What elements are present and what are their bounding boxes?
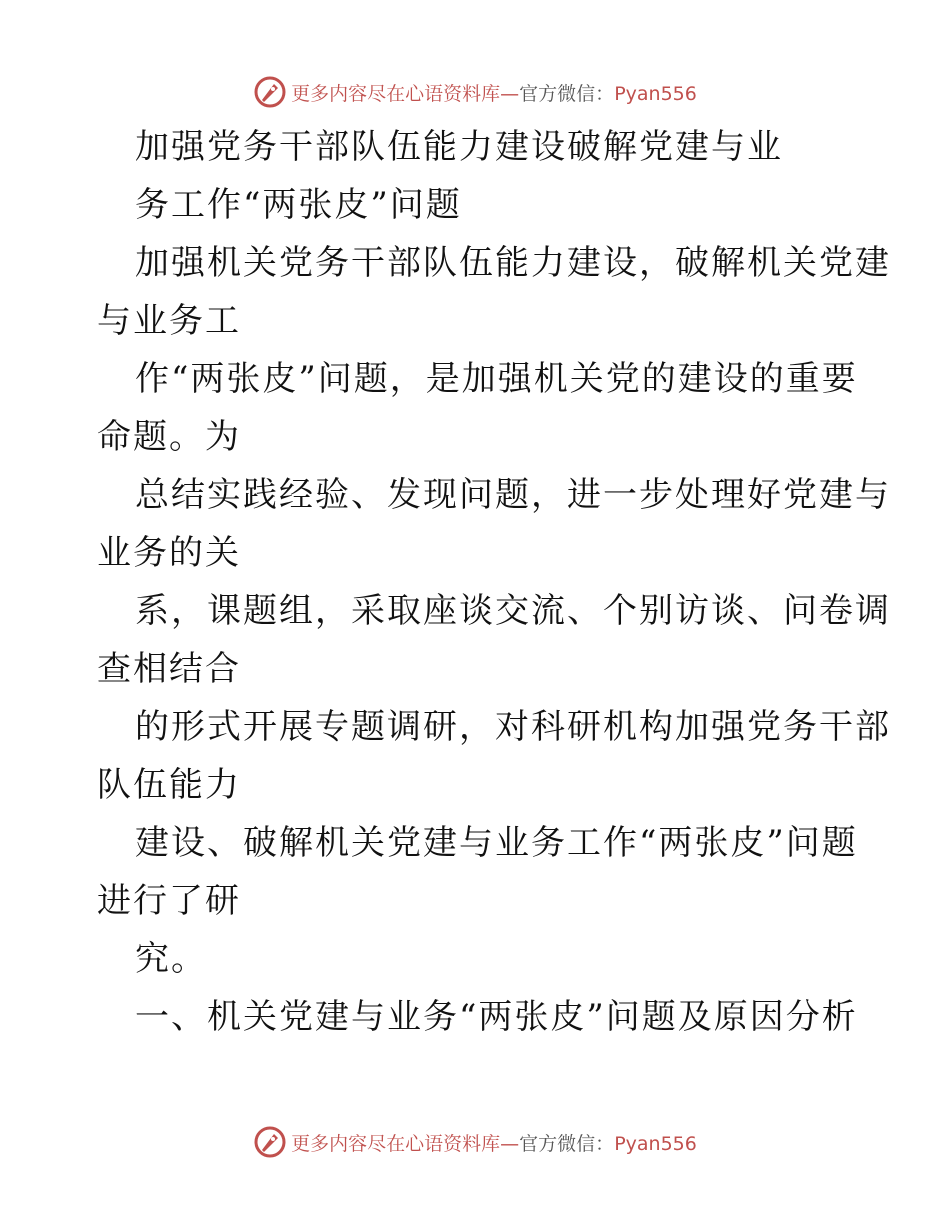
doc-line: 系，课题组，采取座谈交流、个别访谈、问卷调 bbox=[135, 591, 891, 631]
watermark-text bbox=[291, 79, 697, 106]
watermark-dash: — bbox=[500, 82, 520, 105]
watermark-label: 官方微信： bbox=[519, 1132, 615, 1155]
doc-line: 总结实践经验、发现问题，进一步处理好党建与 bbox=[135, 475, 891, 515]
watermark-wechat-id: Pyan556 bbox=[614, 1132, 697, 1155]
pen-nib-logo-icon bbox=[253, 1125, 287, 1159]
doc-line: 务工作“两张皮”问题 bbox=[135, 185, 462, 225]
doc-line: 建设、破解机关党建与业务工作“两张皮”问题 bbox=[135, 823, 858, 863]
watermark-site-name: 更多内容尽在心语资料库 bbox=[291, 1132, 501, 1155]
pen-nib-logo-icon bbox=[253, 75, 287, 109]
watermark-site-name: 更多内容尽在心语资料库 bbox=[291, 82, 501, 105]
header-watermark bbox=[0, 72, 950, 112]
doc-line: 队伍能力 bbox=[97, 765, 241, 805]
doc-line: 进行了研 bbox=[97, 881, 241, 921]
doc-line: 究。 bbox=[135, 939, 207, 979]
doc-line: 的形式开展专题调研，对科研机构加强党务干部 bbox=[135, 707, 891, 747]
watermark-dash: — bbox=[500, 1132, 520, 1155]
watermark-label: 官方微信： bbox=[519, 82, 615, 105]
doc-line: 与业务工 bbox=[97, 301, 241, 341]
doc-line: 作“两张皮”问题，是加强机关党的建设的重要 bbox=[135, 359, 858, 399]
watermark-text bbox=[291, 1129, 697, 1156]
document-body bbox=[97, 118, 891, 1046]
doc-line: 查相结合 bbox=[97, 649, 241, 689]
doc-line: 业务的关 bbox=[97, 533, 241, 573]
doc-line: 一、机关党建与业务“两张皮”问题及原因分析 bbox=[135, 997, 858, 1037]
doc-line: 加强机关党务干部队伍能力建设，破解机关党建 bbox=[135, 243, 891, 283]
doc-line: 加强党务干部队伍能力建设破解党建与业 bbox=[135, 127, 783, 167]
doc-line: 命题。为 bbox=[97, 417, 241, 457]
watermark-wechat-id: Pyan556 bbox=[614, 82, 697, 105]
footer-watermark bbox=[0, 1122, 950, 1162]
